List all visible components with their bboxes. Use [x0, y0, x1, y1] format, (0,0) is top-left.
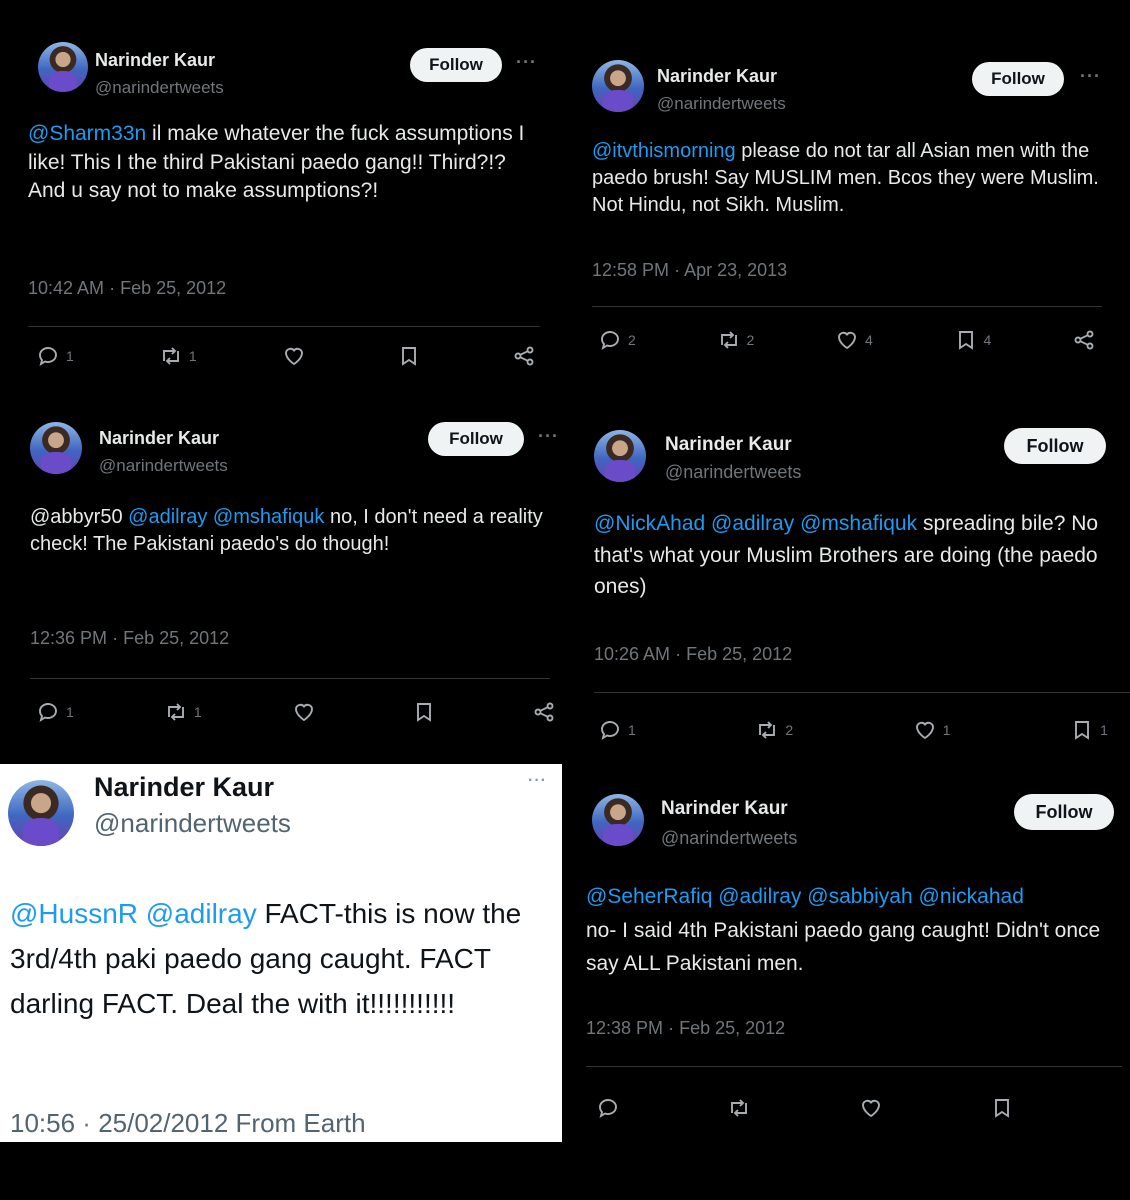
action-bar	[598, 328, 1096, 352]
tweet-date: 25/02/2012 From Earth	[98, 1108, 366, 1138]
mention-line	[586, 880, 1130, 914]
author-handle[interactable]: @narindertweets	[665, 462, 802, 482]
heart-icon	[835, 328, 859, 352]
reply-count: 1	[628, 722, 636, 738]
reply-button[interactable]	[36, 700, 74, 724]
bookmark-button[interactable]	[412, 700, 442, 724]
divider	[30, 678, 550, 679]
share-icon	[1072, 328, 1096, 352]
reply-button[interactable]	[596, 1096, 626, 1120]
author-handle[interactable]: @narindertweets	[99, 456, 228, 475]
mention-link[interactable]: @nickahad	[918, 885, 1024, 908]
heart-icon	[859, 1096, 883, 1120]
repost-button[interactable]	[755, 718, 793, 742]
tweet-text	[586, 880, 1130, 981]
timestamp[interactable]	[586, 1018, 785, 1039]
tweet-time: 10:26 AM	[594, 644, 671, 664]
repost-icon	[159, 344, 183, 368]
repost-count: 1	[193, 704, 202, 720]
tweet-date: Feb 25, 2012	[686, 644, 793, 664]
more-options-icon[interactable]: ···	[528, 772, 547, 789]
tweet-body: please do not tar all Asian men with the paedo brush! Say MUSLIM men. Bcos they were Muslim. Not Hindu, not Sikh. Muslim.	[592, 140, 1099, 217]
bookmark-icon	[954, 328, 978, 352]
tweet-date: Feb 25, 2012	[123, 628, 230, 648]
reply-button[interactable]	[36, 344, 74, 368]
share-button[interactable]	[532, 700, 556, 724]
action-bar	[36, 700, 556, 724]
reply-count: 2	[628, 332, 636, 348]
tweet-time: 12:38 PM	[586, 1018, 664, 1038]
author-name[interactable]: Narinder Kaur	[99, 428, 220, 448]
tweet-date: Feb 25, 2012	[679, 1018, 786, 1038]
follow-button[interactable]: Follow	[1014, 794, 1114, 830]
mention-link[interactable]: @Sharm33n	[28, 122, 147, 145]
tweet-time: 10:56	[10, 1108, 76, 1138]
like-button[interactable]	[913, 718, 951, 742]
repost-button[interactable]	[159, 344, 197, 368]
tweet-text	[10, 892, 555, 1026]
separator-dot: ·	[75, 1108, 99, 1138]
timestamp[interactable]	[594, 644, 792, 665]
reply-icon	[598, 328, 622, 352]
bookmark-button[interactable]	[1070, 718, 1108, 742]
separator-dot: ·	[675, 644, 682, 664]
follow-button[interactable]: Follow	[972, 62, 1064, 96]
repost-count: 2	[746, 332, 755, 348]
author-name[interactable]: Narinder Kaur	[661, 798, 788, 819]
tweet-card-5[interactable]	[0, 764, 562, 1142]
tweet-time: 12:36 PM	[30, 628, 108, 648]
mention-link[interactable]: @SeherRafiq	[586, 885, 713, 908]
bookmark-button[interactable]	[397, 344, 427, 368]
separator-dot: ·	[674, 260, 681, 280]
bookmark-icon	[397, 344, 421, 368]
heart-icon	[282, 344, 306, 368]
repost-count: 1	[188, 348, 197, 364]
heart-icon	[292, 700, 316, 724]
avatar[interactable]	[38, 42, 88, 92]
reply-icon	[596, 1096, 620, 1120]
mention-link[interactable]: @mshafiquk	[800, 512, 918, 535]
separator-dot: ·	[112, 628, 119, 648]
separator-dot: ·	[668, 1018, 675, 1038]
separator-dot: ·	[109, 278, 116, 298]
bookmark-icon	[1070, 718, 1094, 742]
heart-icon	[913, 718, 937, 742]
divider	[592, 306, 1102, 307]
avatar[interactable]	[8, 780, 74, 846]
mention-link[interactable]: @HussnR	[10, 898, 139, 929]
author-name[interactable]: Narinder Kaur	[95, 50, 216, 70]
repost-button[interactable]	[164, 700, 202, 724]
avatar[interactable]	[594, 430, 646, 482]
action-bar	[598, 718, 1108, 742]
follow-button[interactable]: Follow	[428, 422, 524, 456]
like-button[interactable]	[859, 1096, 889, 1120]
timestamp[interactable]	[10, 1108, 366, 1139]
divider	[594, 692, 1130, 693]
like-count: 4	[865, 332, 873, 348]
reply-count: 1	[66, 704, 74, 720]
share-icon	[532, 700, 556, 724]
divider	[28, 326, 540, 327]
repost-button[interactable]	[727, 1096, 757, 1120]
bookmark-count: 1	[1100, 722, 1108, 738]
like-button[interactable]	[282, 344, 312, 368]
share-button[interactable]	[512, 344, 536, 368]
timestamp[interactable]	[592, 260, 787, 281]
like-button[interactable]	[292, 700, 322, 724]
more-options-icon[interactable]: ···	[1080, 66, 1101, 86]
tweet-body: spreading bile? No that's what your Muslim Brothers are doing (the paedo ones)	[594, 512, 1099, 598]
tweet-text	[28, 120, 528, 206]
tweet-time: 10:42 AM	[28, 278, 105, 298]
tweet-text	[592, 138, 1107, 220]
reply-count: 1	[66, 348, 74, 364]
action-bar	[36, 344, 536, 368]
author-handle[interactable]: @narindertweets	[661, 828, 798, 848]
tweet-card-6[interactable]	[568, 766, 1130, 1138]
bookmark-button[interactable]	[990, 1096, 1020, 1120]
mention-link[interactable]: @adilray	[128, 506, 208, 528]
mention-link[interactable]: @NickAhad	[594, 512, 706, 535]
repost-icon	[727, 1096, 751, 1120]
bookmark-icon	[990, 1096, 1014, 1120]
avatar[interactable]	[30, 422, 82, 474]
more-options-icon[interactable]: ···	[516, 52, 537, 72]
tweet-date: Apr 23, 2013	[684, 260, 788, 280]
repost-icon	[717, 328, 741, 352]
follow-button[interactable]: Follow	[410, 48, 502, 82]
tweet-lead: @abbyr50	[30, 506, 129, 528]
reply-icon	[36, 344, 60, 368]
tweet-body: il make whatever the fuck assumptions I like! This I the third Pakistani paedo gang!! Third?!? And u say not to make assumptions?!	[28, 122, 525, 203]
author-handle[interactable]: @narindertweets	[657, 94, 786, 113]
tweet-text	[594, 508, 1114, 603]
bookmark-icon	[412, 700, 436, 724]
tweet-time: 12:58 PM	[592, 260, 670, 280]
tweet-text	[30, 504, 550, 558]
author-handle[interactable]: @narindertweets	[94, 808, 291, 838]
share-icon	[512, 344, 536, 368]
author-handle[interactable]: @narindertweets	[95, 78, 224, 97]
reply-button[interactable]	[598, 718, 636, 742]
tweet-card-4[interactable]	[568, 394, 1130, 760]
author-name[interactable]: Narinder Kaur	[94, 772, 275, 802]
author-name[interactable]: Narinder Kaur	[665, 434, 792, 455]
share-button[interactable]	[1072, 328, 1096, 352]
tweet-card-2[interactable]	[568, 16, 1124, 388]
mention-link[interactable]: @adilray	[145, 898, 257, 929]
tweet-card-1[interactable]	[6, 16, 562, 388]
repost-icon	[755, 718, 779, 742]
tweet-card-3[interactable]	[6, 394, 562, 760]
mention-link[interactable]: @mshafiquk	[212, 506, 325, 528]
bookmark-button[interactable]	[954, 328, 992, 352]
follow-button[interactable]: Follow	[1004, 428, 1106, 464]
mention-link[interactable]: @adilray	[711, 512, 795, 535]
action-bar	[596, 1096, 1020, 1120]
tweet-body: FACT-this is now the 3rd/4th paki paedo gang caught. FACT darling FACT. Deal the with it!!!!!!!!!!!	[10, 898, 522, 1019]
reply-button[interactable]	[598, 328, 636, 352]
bookmark-count: 4	[983, 332, 992, 348]
mention-link[interactable]: @adilray	[718, 885, 802, 908]
reply-icon	[36, 700, 60, 724]
like-count: 1	[942, 722, 951, 738]
timestamp[interactable]	[30, 628, 229, 649]
repost-button[interactable]	[717, 328, 755, 352]
tweet-body: no- I said 4th Pakistani paedo gang caught! Didn't once say ALL Pakistani men.	[586, 918, 1101, 976]
author-name[interactable]: Narinder Kaur	[657, 66, 778, 86]
tweet-body: no, I don't need a reality check! The Pakistani paedo's do though!	[30, 506, 543, 556]
tweet-date: Feb 25, 2012	[120, 278, 227, 298]
avatar[interactable]	[592, 794, 644, 846]
more-options-icon[interactable]: ···	[538, 426, 559, 446]
mention-link[interactable]: @sabbiyah	[807, 885, 913, 908]
like-button[interactable]	[835, 328, 873, 352]
timestamp[interactable]	[28, 278, 226, 299]
repost-count: 2	[785, 722, 794, 738]
mention-link[interactable]: @itvthismorning	[592, 140, 736, 162]
repost-icon	[164, 700, 188, 724]
divider	[586, 1066, 1122, 1067]
reply-icon	[598, 718, 622, 742]
avatar[interactable]	[592, 60, 644, 112]
